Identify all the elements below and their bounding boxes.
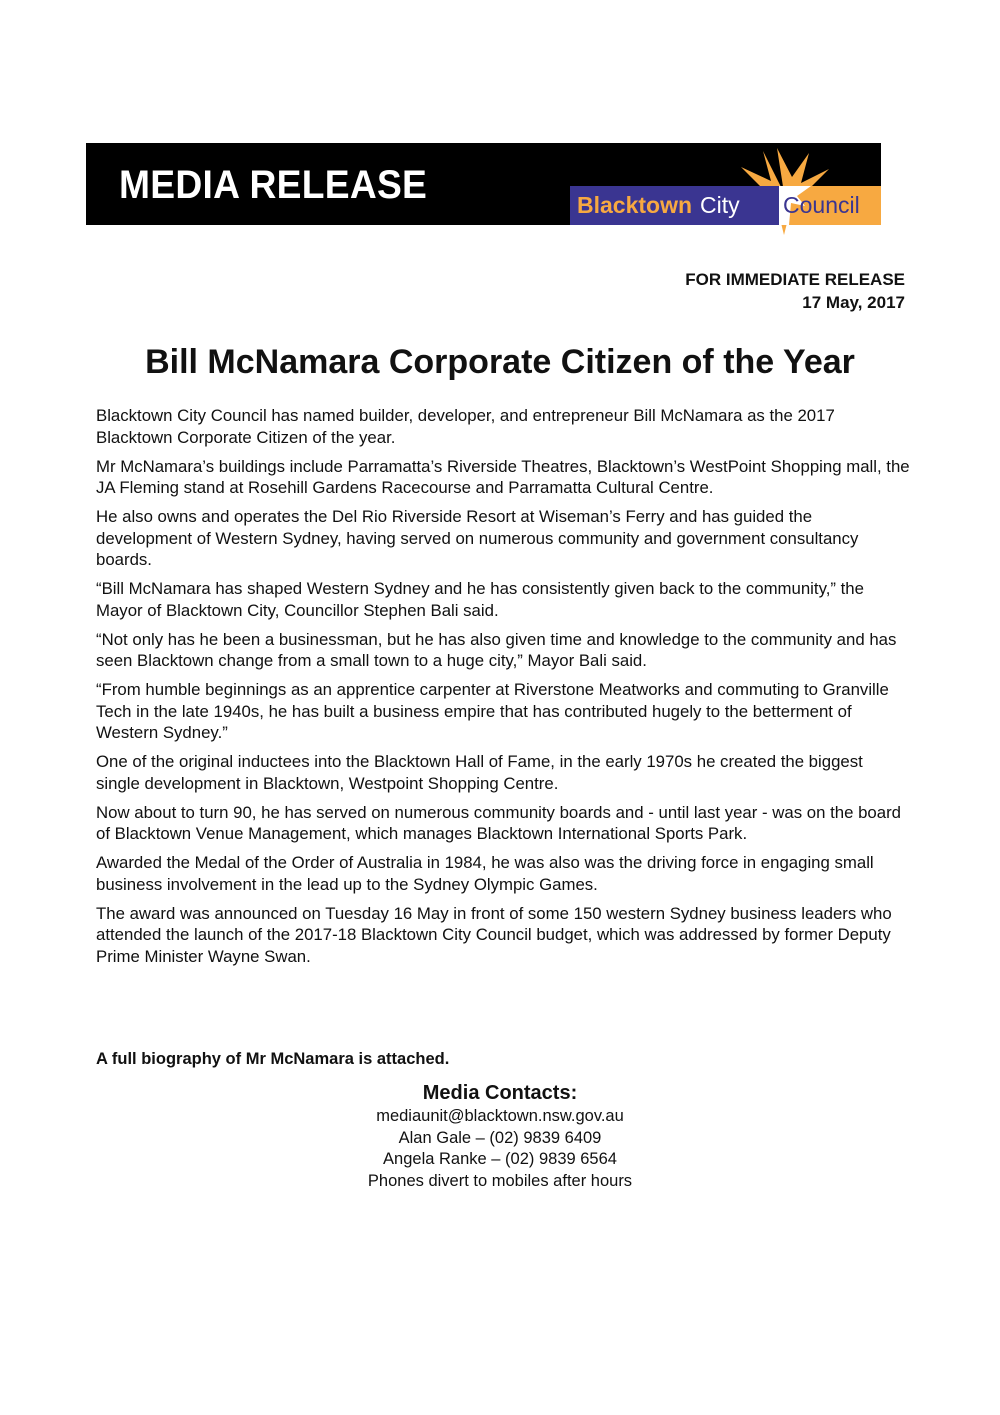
contact-line: Phones divert to mobiles after hours <box>367 1171 633 1190</box>
paragraph: “Not only has he been a businessman, but he has also given time and knowledge to the community and has seen Blacktown change from a small town to a huge city,” Mayor Bali said. <box>96 629 897 670</box>
release-label: FOR IMMEDIATE RELEASE <box>685 270 905 289</box>
paragraph: Awarded the Medal of the Order of Australia in 1984, he was also was the driving force in engaging small business involvement in the lead up to the Sydney Olympic Games. <box>96 853 874 894</box>
article-body <box>96 405 911 975</box>
paragraph: “Bill McNamara has shaped Western Sydney and he has consistently given back to the community,” the Mayor of Blacktown City, Councillor Stephen Bali said. <box>96 579 864 620</box>
paragraph: The award was announced on Tuesday 16 May in front of some 150 western Sydney business leaders who attended the launch of the 2017-18 Blacktown City Council budget, which was addressed by former Deputy Prime Minister Wayne Swan. <box>96 903 892 966</box>
media-contacts <box>300 1080 700 1192</box>
contact-line: Alan Gale – (02) 9839 6409 <box>398 1128 602 1147</box>
headline: Bill McNamara Corporate Citizen of the Year <box>145 343 855 381</box>
contact-email[interactable]: mediaunit@blacktown.nsw.gov.au <box>376 1107 624 1125</box>
contacts-title: Media Contacts: <box>422 1082 578 1104</box>
banner-title: MEDIA RELEASE <box>119 163 428 207</box>
paragraph: “From humble beginnings as an apprentice carpenter at Riverstone Meatworks and commuting to Granville Tech in the late 1940s, he has built a business empire that has contributed hugely to the betterment of Western Sydney.” <box>96 680 889 742</box>
logo-word-city: City <box>700 192 740 218</box>
logo-word-council: Council <box>783 192 860 218</box>
paragraph: Blacktown City Council has named builder, developer, and entrepreneur Bill McNamara as the 2017 Blacktown Corporate Citizen of the year. <box>96 406 835 447</box>
paragraph: Now about to turn 90, he has served on numerous community boards and - until last year - was on the board of Blacktown Venue Management, which manages Blacktown International Sports Park. <box>96 802 902 843</box>
contact-line: Angela Ranke – (02) 9839 6564 <box>383 1150 617 1168</box>
blacktown-city-council-logo <box>570 186 881 225</box>
paragraph: One of the original inductees into the Blacktown Hall of Fame, in the early 1970s he created the biggest single development in Blacktown, Westpoint Shopping Centre. <box>96 752 863 793</box>
release-date: 17 May, 2017 <box>802 293 905 312</box>
paragraph: Mr McNamara’s buildings include Parramatta’s Riverside Theatres, Blacktown’s WestPoint Shopping mall, the JA Fleming stand at Rosehill Gardens Racecourse and Parramatta Cultural Centre. <box>96 456 910 497</box>
logo-word-blacktown: Blacktown <box>577 192 693 218</box>
media-release-banner <box>86 143 881 225</box>
release-info <box>685 268 905 314</box>
attachment-note: A full biography of Mr McNamara is attached. <box>96 1050 450 1068</box>
paragraph: He also owns and operates the Del Rio Riverside Resort at Wiseman’s Ferry and has guided the development of Western Sydney, having served on numerous community and government consultancy boards. <box>96 507 859 569</box>
